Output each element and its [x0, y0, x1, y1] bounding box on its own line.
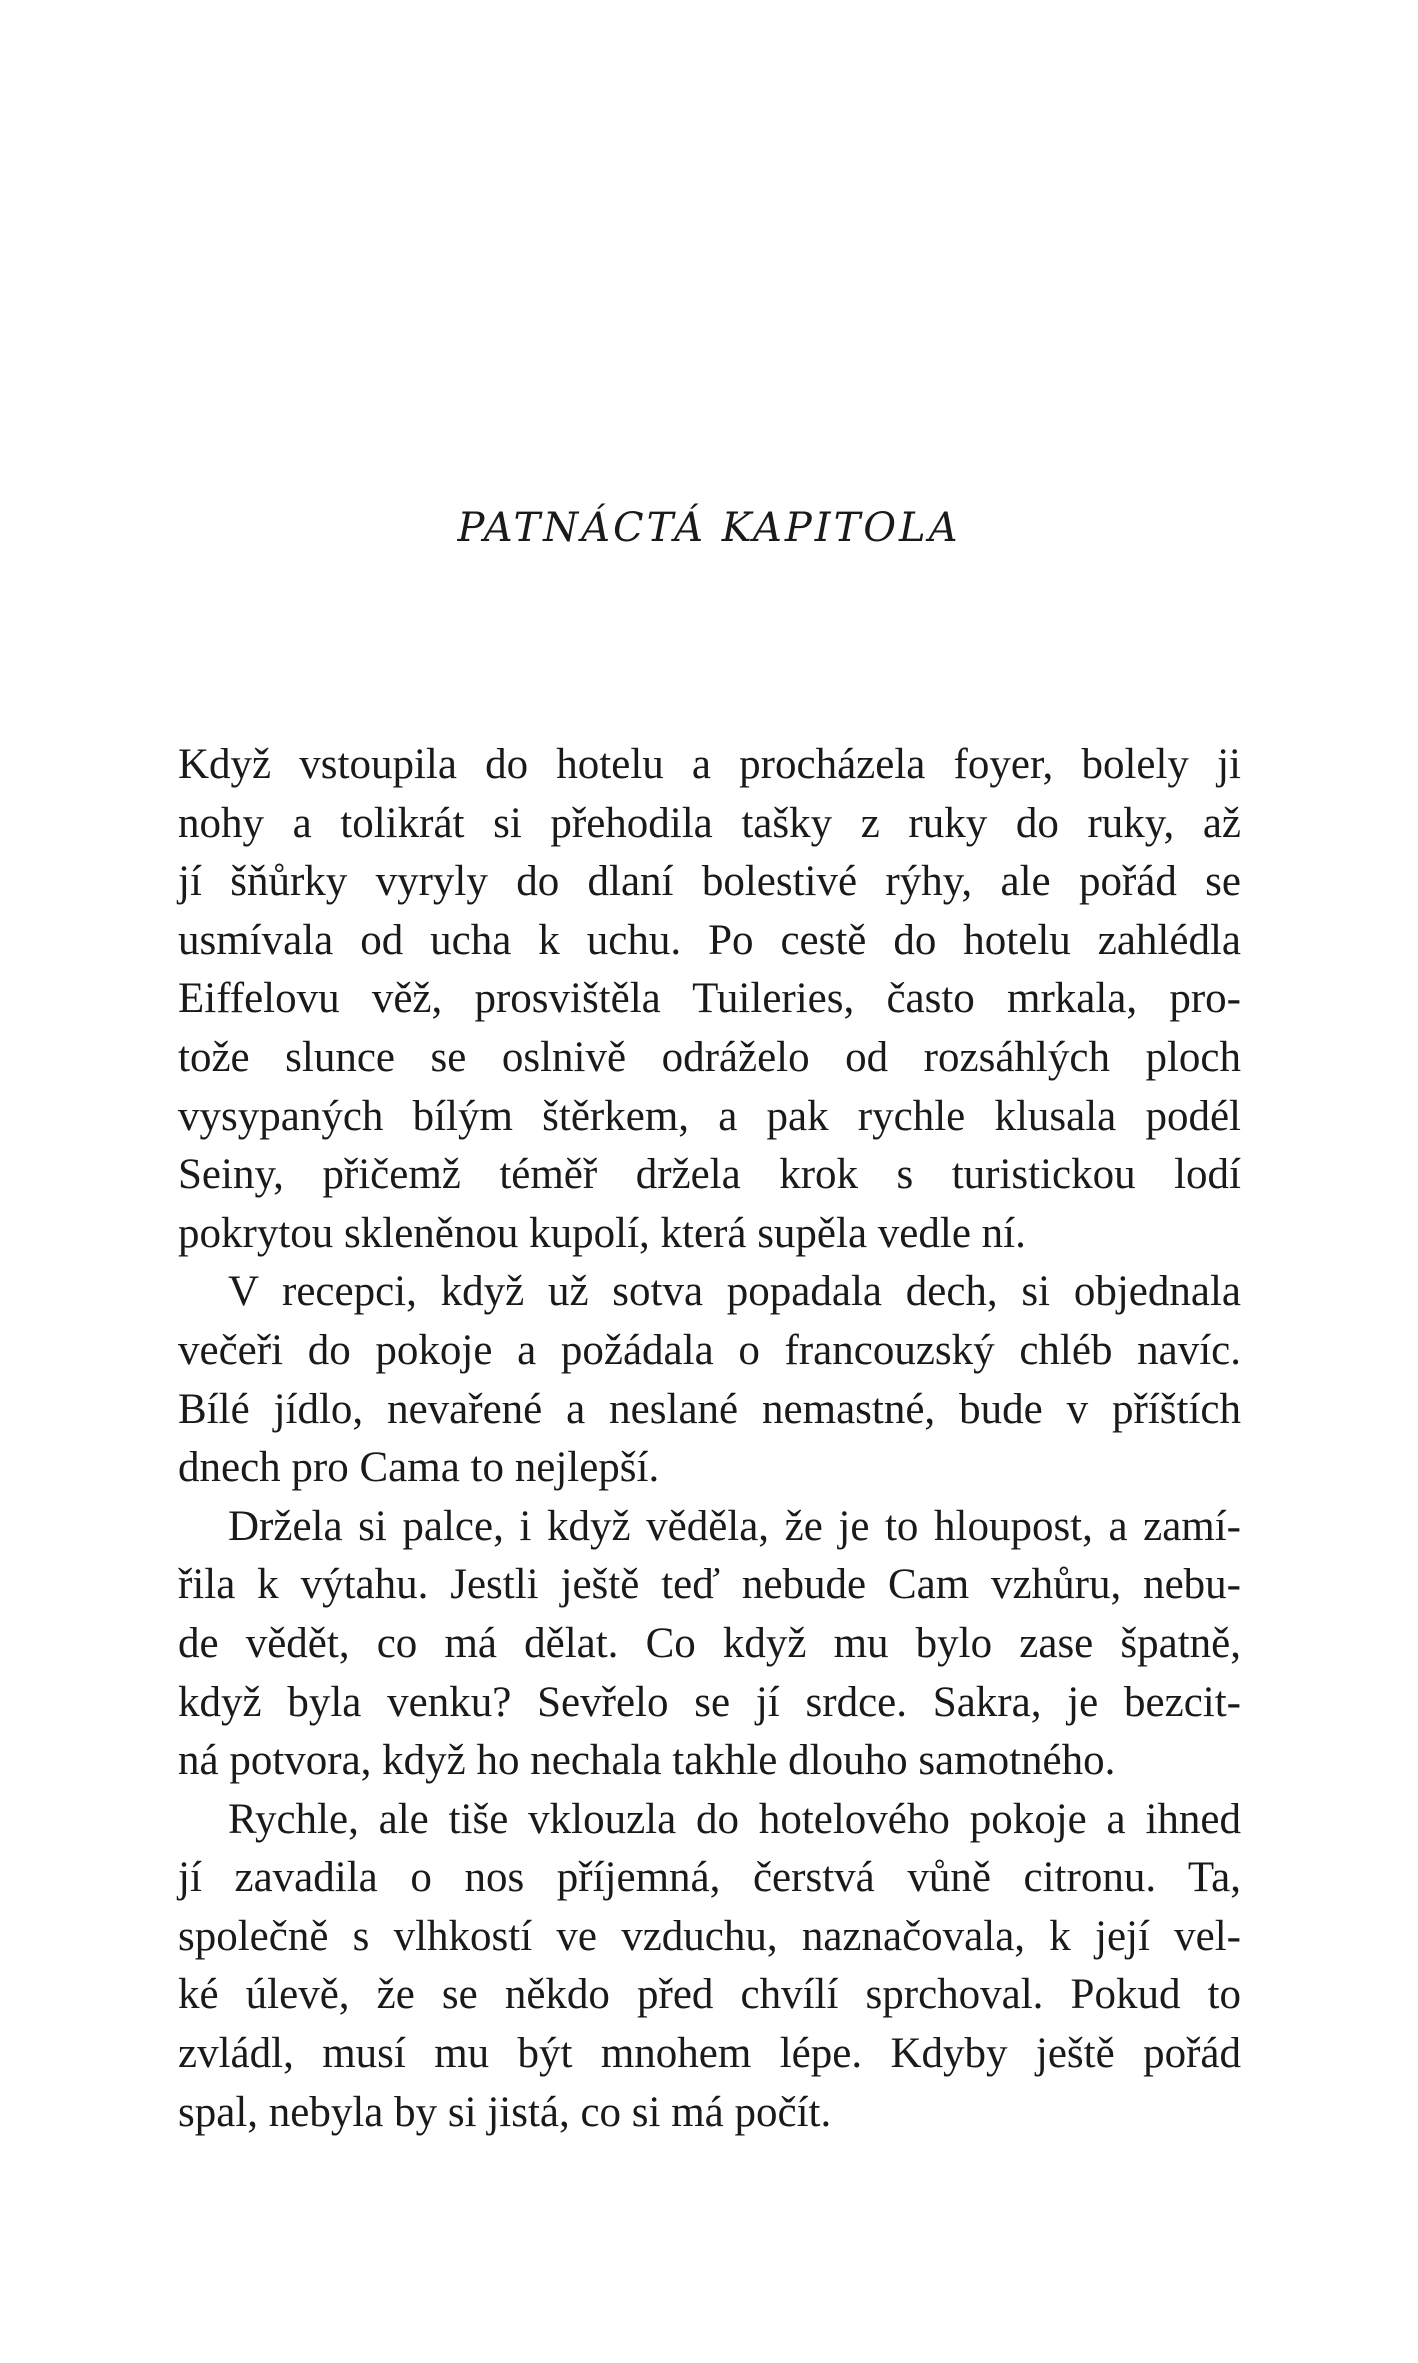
text-line: večeři do pokoje a požádala o francouzský chléb navíc.: [178, 1326, 1241, 1374]
text-line: nohy a tolikrát si přehodila tašky z ruky do ruky, až: [178, 799, 1241, 847]
text-line: Seiny, přičemž téměř držela krok s turistickou lodí: [178, 1151, 1241, 1199]
text-line: V recepci, když už sotva popadala dech, si objednala: [228, 1268, 1241, 1316]
text-line: řila k výtahu. Jestli ještě teď nebude Cam vzhůru, nebu-: [178, 1561, 1241, 1609]
chapter-title: PATNÁCTÁ KAPITOLA: [457, 505, 961, 551]
body-text: [178, 736, 1241, 2142]
text-line: jí zavadila o nos příjemná, čerstvá vůně citronu. Ta,: [178, 1854, 1241, 1902]
paragraph: [178, 1498, 1241, 1791]
text-line: pokrytou skleněnou kupolí, která supěla vedle ní.: [178, 1209, 1026, 1257]
paragraph: [178, 1263, 1241, 1497]
text-line: Bílé jídlo, nevařené a neslané nemastné, bude v příštích: [178, 1385, 1241, 1433]
text-line: Eiffelovu věž, prosvištěla Tuileries, často mrkala, pro-: [178, 975, 1241, 1023]
text-line: jí šňůrky vyryly do dlaní bolestivé rýhy, ale pořád se: [178, 858, 1241, 906]
text-line: usmívala od ucha k uchu. Po cestě do hotelu zahlédla: [178, 916, 1241, 964]
text-line: ké úlevě, že se někdo před chvílí sprchoval. Pokud to: [178, 1971, 1241, 2019]
text-line: de vědět, co má dělat. Co když mu bylo zase špatně,: [178, 1619, 1241, 1667]
text-line: vysypaných bílým štěrkem, a pak rychle klusala podél: [178, 1092, 1241, 1140]
text-line: ná potvora, když ho nechala takhle dlouho samotného.: [178, 1737, 1116, 1785]
text-line: spal, nebyla by si jistá, co si má počít.: [178, 2088, 832, 2136]
text-line: Držela si palce, i když věděla, že je to hloupost, a zamí-: [228, 1502, 1241, 1550]
text-line: společně s vlhkostí ve vzduchu, naznačovala, k její vel-: [178, 1912, 1241, 1960]
text-line: dnech pro Cama to nejlepší.: [178, 1444, 660, 1492]
text-line: zvládl, musí mu být mnohem lépe. Kdyby ještě pořád: [178, 2030, 1241, 2078]
paragraph: [178, 736, 1241, 1263]
text-line: tože slunce se oslnivě odráželo od rozsáhlých ploch: [178, 1033, 1241, 1081]
text-line: Když vstoupila do hotelu a procházela foyer, bolely ji: [178, 741, 1241, 788]
text-line: když byla venku? Sevřelo se jí srdce. Sakra, je bezcit-: [178, 1678, 1241, 1726]
paragraph: [178, 1791, 1241, 2143]
text-line: Rychle, ale tiše vklouzla do hotelového pokoje a ihned: [228, 1795, 1241, 1843]
